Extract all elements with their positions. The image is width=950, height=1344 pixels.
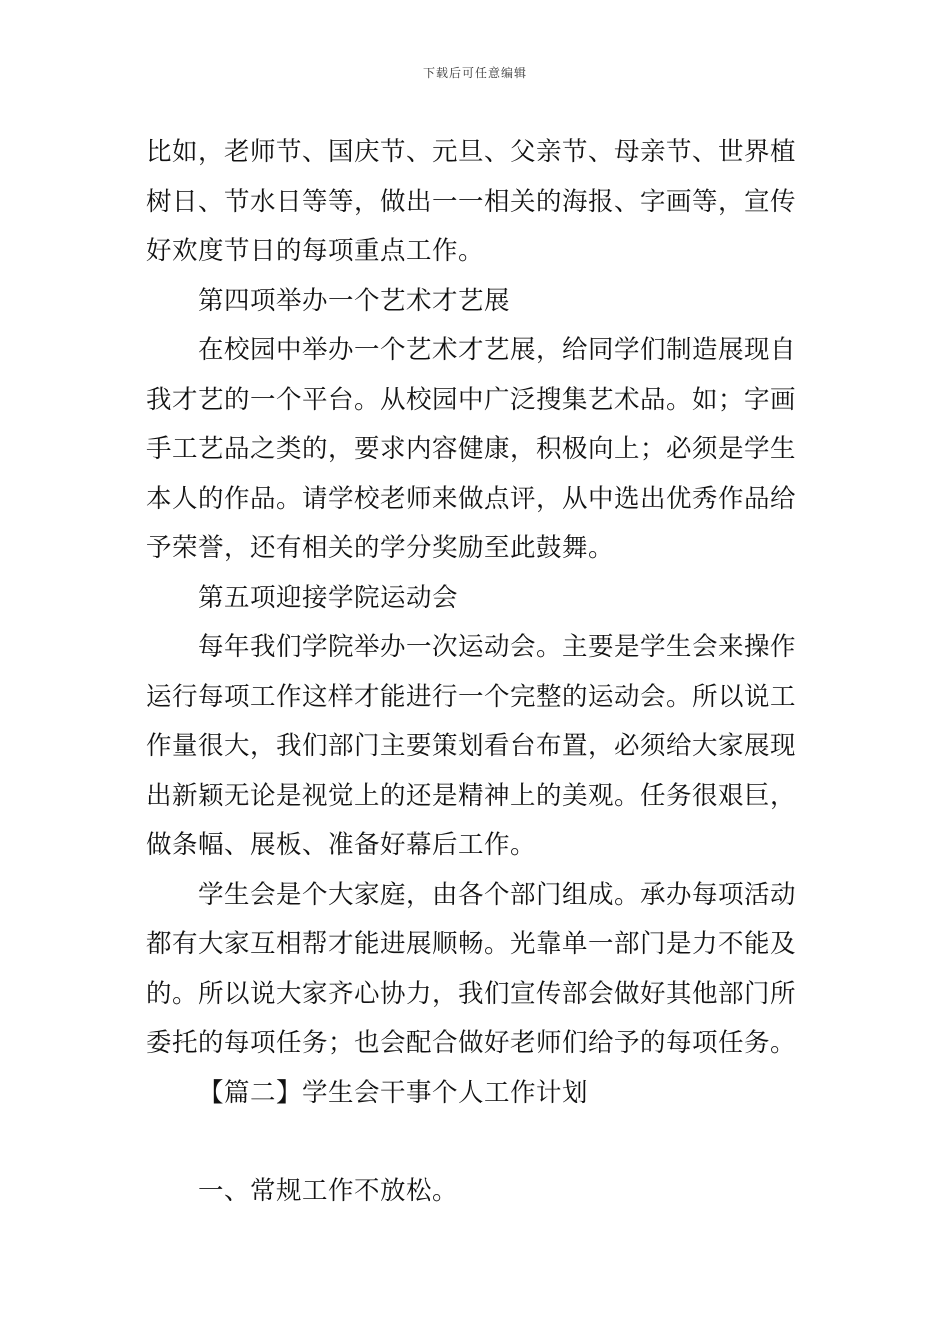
section-heading: 第四项举办一个艺术才艺展 [198, 285, 511, 316]
paragraph-line: 好欢度节日的每项重点工作。 [146, 236, 485, 266]
paragraph-line: 的。所以说大家齐心协力，我们宣传部会做好其他部门所 [146, 978, 797, 1009]
paragraph-line: 运行每项工作这样才能进行一个完整的运动会。所以说工 [146, 681, 797, 712]
paragraph-line: 予荣誉，还有相关的学分奖励至此鼓舞。 [146, 533, 615, 563]
paragraph-line: 都有大家互相帮才能进展顺畅。光靠单一部门是力不能及 [146, 929, 797, 959]
subsection-heading: 一、常规工作不放松。 [198, 1176, 459, 1206]
paragraph-line: 作量很大，我们部门主要策划看台布置，必须给大家展现 [146, 731, 797, 761]
document-body [146, 128, 808, 1217]
article-title: 【篇二】学生会干事个人工作计划 [198, 1077, 589, 1108]
paragraph-line: 在校园中举办一个艺术才艺展，给同学们制造展现自 [198, 335, 797, 365]
paragraph-line: 做条幅、展板、准备好幕后工作。 [146, 830, 537, 860]
paragraph-line: 学生会是个大家庭，由各个部门组成。承办每项活动 [198, 879, 797, 910]
paragraph-line: 本人的作品。请学校老师来做点评，从中选出优秀作品给 [146, 483, 797, 514]
paragraph-line: 比如，老师节、国庆节、元旦、父亲节、母亲节、世界植 [146, 137, 797, 167]
paragraph-line: 树日、节水日等等，做出一一相关的海报、字画等，宣传 [146, 186, 797, 217]
paragraph-line: 委托的每项任务；也会配合做好老师们给予的每项任务。 [146, 1028, 797, 1058]
paragraph-line: 出新颖无论是视觉上的还是精神上的美观。任务很艰巨， [146, 780, 797, 811]
paragraph-line: 每年我们学院举办一次运动会。主要是学生会来操作 [198, 632, 797, 662]
section-heading: 第五项迎接学院运动会 [198, 582, 459, 613]
page-header: 下载后可任意编辑 [422, 66, 527, 80]
blank-line [146, 1118, 808, 1167]
paragraph-line: 我才艺的一个平台。从校园中广泛搜集艺术品。如；字画 [146, 384, 797, 415]
paragraph-line: 手工艺品之类的，要求内容健康，积极向上；必须是学生 [146, 434, 797, 464]
